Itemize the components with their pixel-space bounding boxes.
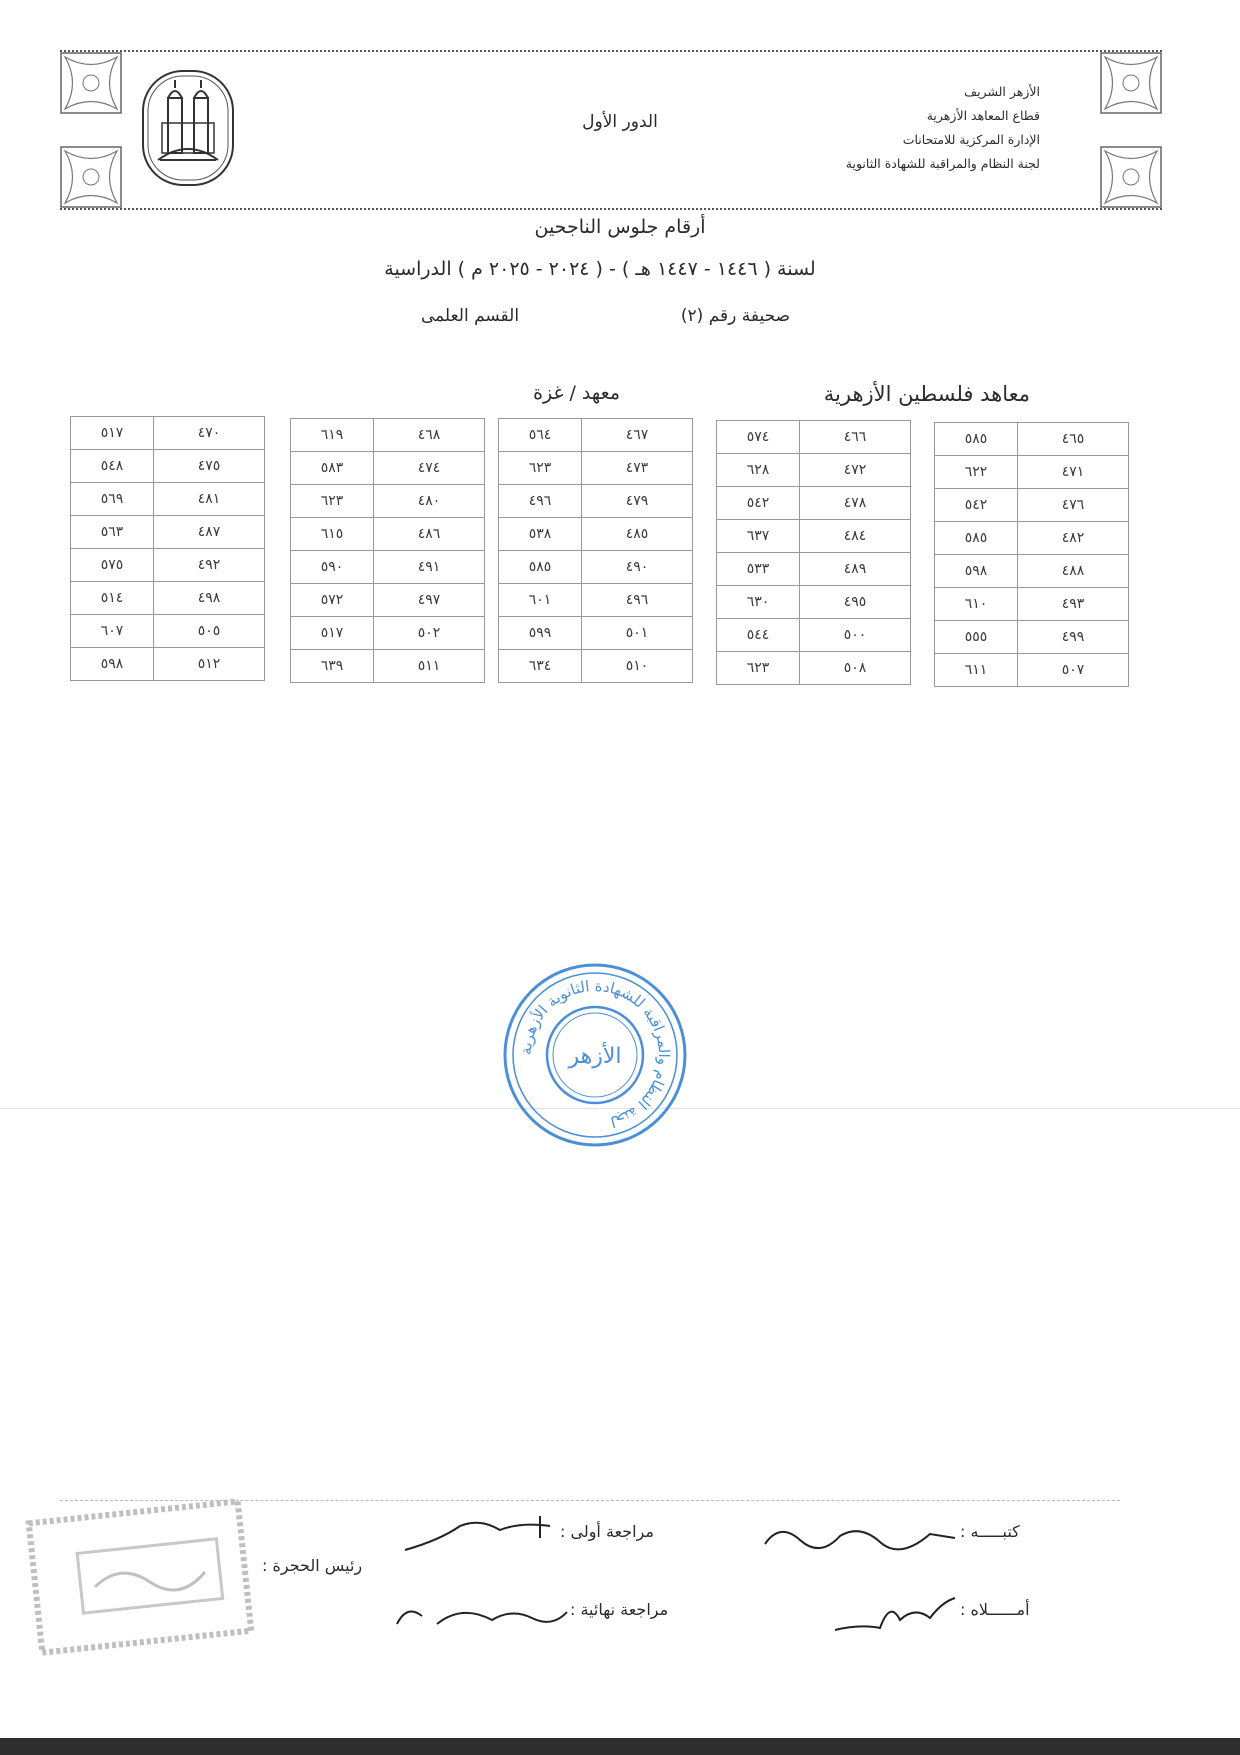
table-cell: ٥٤٢	[717, 487, 800, 520]
table-cell: ٦٠١	[499, 584, 582, 617]
seat-table-4	[290, 418, 485, 683]
table-row	[291, 485, 485, 518]
table-row	[499, 518, 693, 551]
table-row	[291, 452, 485, 485]
table-cell: ٥٦٩	[71, 483, 154, 516]
table-cell: ٤٧٠	[154, 417, 265, 450]
table-row	[499, 485, 693, 518]
table-cell: ٤٧٥	[154, 450, 265, 483]
group-heading-gaza: معهد / غزة	[533, 382, 620, 404]
official-stamp	[500, 960, 690, 1150]
table-cell: ٥٠٠	[800, 619, 911, 652]
table-cell: ٥٩٩	[499, 617, 582, 650]
table-cell: ٥٨٣	[291, 452, 374, 485]
academic-year: لسنة ( ١٤٤٦ - ١٤٤٧ هـ ) - ( ٢٠٢٤ - ٢٠٢٥ م ) الدراسية	[384, 258, 816, 280]
table-row	[935, 588, 1129, 621]
table-cell: ٤٩٥	[800, 586, 911, 619]
table-cell: ٥٨٥	[499, 551, 582, 584]
table-cell: ٤٧١	[1018, 456, 1129, 489]
table-cell: ٤٩٣	[1018, 588, 1129, 621]
exam-round: الدور الأول	[582, 112, 658, 132]
table-cell: ٤٩١	[374, 551, 485, 584]
table-cell: ٤٩٦	[499, 485, 582, 518]
table-cell: ٦١٥	[291, 518, 374, 551]
table-cell: ٤٨٩	[800, 553, 911, 586]
table-cell: ٥٦٤	[499, 419, 582, 452]
seat-table-5	[70, 416, 265, 681]
table-cell: ٦٢٣	[499, 452, 582, 485]
signature-dictated-by	[830, 1590, 960, 1640]
table-row	[71, 648, 265, 681]
table-cell: ٥١٧	[71, 417, 154, 450]
first-review-label: مراجعة أولى :	[560, 1522, 654, 1541]
table-row	[717, 553, 911, 586]
table-row	[935, 489, 1129, 522]
stamp-ring-text: لجنة النظام والمراقبة للشهادة الثانوية الأزهرية	[516, 976, 674, 1131]
table-cell: ٤٩٦	[582, 584, 693, 617]
table-row	[499, 650, 693, 683]
table-cell: ٤٩٨	[154, 582, 265, 615]
section-name: القسم العلمى	[420, 306, 520, 326]
table-cell: ٤٧٤	[374, 452, 485, 485]
table-cell: ٥٠٧	[1018, 654, 1129, 687]
ornament-corner-bottom-left-icon	[60, 146, 122, 208]
table-cell: ٥١٧	[291, 617, 374, 650]
al-azhar-logo	[140, 68, 236, 188]
institution-line: لجنة النظام والمراقبة للشهادة الثانوية	[845, 156, 1040, 171]
table-cell: ٤٩٠	[582, 551, 693, 584]
table-cell: ٤٩٧	[374, 584, 485, 617]
table-row	[935, 522, 1129, 555]
table-cell: ٦١١	[935, 654, 1018, 687]
table-cell: ٥٥٥	[935, 621, 1018, 654]
table-cell: ٤٨٥	[582, 518, 693, 551]
table-cell: ٥١٠	[582, 650, 693, 683]
table-cell: ٦٢٢	[935, 456, 1018, 489]
signature-written-by	[760, 1514, 960, 1554]
table-row	[71, 483, 265, 516]
table-cell: ٦٣٤	[499, 650, 582, 683]
document-title: أرقام جلوس الناجحين	[534, 216, 706, 238]
final-review-label: مراجعة نهائية :	[570, 1600, 669, 1619]
ornament-corner-top-right-icon	[1100, 52, 1162, 114]
table-cell: ٤٦٨	[374, 419, 485, 452]
table-row	[291, 584, 485, 617]
institution-line: الأزهر الشريف	[964, 84, 1040, 99]
hall-head-stamp	[20, 1492, 270, 1672]
table-row	[935, 654, 1129, 687]
table-cell: ٦٣٠	[717, 586, 800, 619]
table-cell: ٤٨١	[154, 483, 265, 516]
group-heading-palestine: معاهد فلسطين الأزهرية	[823, 382, 1030, 406]
table-cell: ٥١١	[374, 650, 485, 683]
table-cell: ٥٣٨	[499, 518, 582, 551]
stamp-center-text: الأزهر	[568, 1044, 622, 1069]
table-cell: ٥٨٥	[935, 522, 1018, 555]
table-cell: ٤٨٨	[1018, 555, 1129, 588]
table-cell: ٥٤٢	[935, 489, 1018, 522]
institution-block	[820, 80, 1040, 176]
table-row	[935, 423, 1129, 456]
hall-head-label: رئيس الحجرة :	[262, 1556, 363, 1575]
table-cell: ٥٠٢	[374, 617, 485, 650]
table-row	[291, 650, 485, 683]
table-cell: ٦١٩	[291, 419, 374, 452]
table-row	[71, 549, 265, 582]
table-row	[499, 452, 693, 485]
table-row	[717, 652, 911, 685]
table-cell: ٥٩٠	[291, 551, 374, 584]
table-cell: ٦٣٧	[717, 520, 800, 553]
table-row	[499, 584, 693, 617]
table-cell: ٤٧٣	[582, 452, 693, 485]
ornament-corner-bottom-right-icon	[1100, 146, 1162, 208]
institution-line: قطاع المعاهد الأزهرية	[926, 108, 1040, 123]
table-cell: ٤٦٥	[1018, 423, 1129, 456]
table-cell: ٥٤٨	[71, 450, 154, 483]
table-cell: ٤٨٠	[374, 485, 485, 518]
table-cell: ٤٨٧	[154, 516, 265, 549]
table-row	[717, 454, 911, 487]
table-cell: ٤٧٩	[582, 485, 693, 518]
table-cell: ٦٢٣	[291, 485, 374, 518]
table-row	[291, 551, 485, 584]
ornament-corner-top-left-icon	[60, 52, 122, 114]
table-row	[935, 555, 1129, 588]
table-cell: ٥٠٥	[154, 615, 265, 648]
table-cell: ٥٠٨	[800, 652, 911, 685]
table-cell: ٤٦٧	[582, 419, 693, 452]
seat-table-1	[934, 422, 1129, 687]
table-cell: ٥٣٣	[717, 553, 800, 586]
table-row	[717, 421, 911, 454]
table-cell: ٥٠١	[582, 617, 693, 650]
table-cell: ٥١٢	[154, 648, 265, 681]
table-cell: ٥٧٥	[71, 549, 154, 582]
table-row	[499, 551, 693, 584]
table-row	[717, 487, 911, 520]
table-cell: ٥٦٣	[71, 516, 154, 549]
seat-table-3	[498, 418, 693, 683]
table-cell: ٤٨٦	[374, 518, 485, 551]
dictated-by-label: أمــــــلاه :	[960, 1600, 1030, 1619]
table-row	[717, 619, 911, 652]
table-cell: ٥١٤	[71, 582, 154, 615]
table-row	[291, 419, 485, 452]
table-row	[71, 516, 265, 549]
table-cell: ٥٩٨	[935, 555, 1018, 588]
sheet-number: صحيفة رقم (٢)	[680, 306, 790, 326]
table-row	[291, 518, 485, 551]
scan-edge-band	[0, 1738, 1240, 1755]
table-row	[717, 520, 911, 553]
seat-table-2	[716, 420, 911, 685]
table-row	[499, 419, 693, 452]
table-cell: ٤٨٢	[1018, 522, 1129, 555]
table-cell: ٦٢٨	[717, 454, 800, 487]
table-row	[71, 450, 265, 483]
table-row	[71, 615, 265, 648]
written-by-label: كتبـــــه :	[960, 1522, 1020, 1541]
table-row	[935, 621, 1129, 654]
table-cell: ٦١٠	[935, 588, 1018, 621]
table-cell: ٤٧٦	[1018, 489, 1129, 522]
table-cell: ٥٧٤	[717, 421, 800, 454]
table-cell: ٤٨٤	[800, 520, 911, 553]
table-cell: ٤٩٢	[154, 549, 265, 582]
table-row	[71, 582, 265, 615]
table-cell: ٤٧٢	[800, 454, 911, 487]
institution-line: الإدارة المركزية للامتحانات	[902, 132, 1040, 147]
table-cell: ٤٧٨	[800, 487, 911, 520]
table-cell: ٤٩٩	[1018, 621, 1129, 654]
table-row	[935, 456, 1129, 489]
table-row	[717, 586, 911, 619]
table-row	[499, 617, 693, 650]
table-cell: ٦٠٧	[71, 615, 154, 648]
table-cell: ٥٩٨	[71, 648, 154, 681]
signature-first-review	[400, 1510, 560, 1556]
signature-final-review	[392, 1594, 572, 1634]
table-cell: ٥٧٢	[291, 584, 374, 617]
table-cell: ٦٣٩	[291, 650, 374, 683]
table-row	[71, 417, 265, 450]
table-row	[291, 617, 485, 650]
table-cell: ٥٨٥	[935, 423, 1018, 456]
table-cell: ٦٢٣	[717, 652, 800, 685]
table-cell: ٤٦٦	[800, 421, 911, 454]
table-cell: ٥٤٤	[717, 619, 800, 652]
